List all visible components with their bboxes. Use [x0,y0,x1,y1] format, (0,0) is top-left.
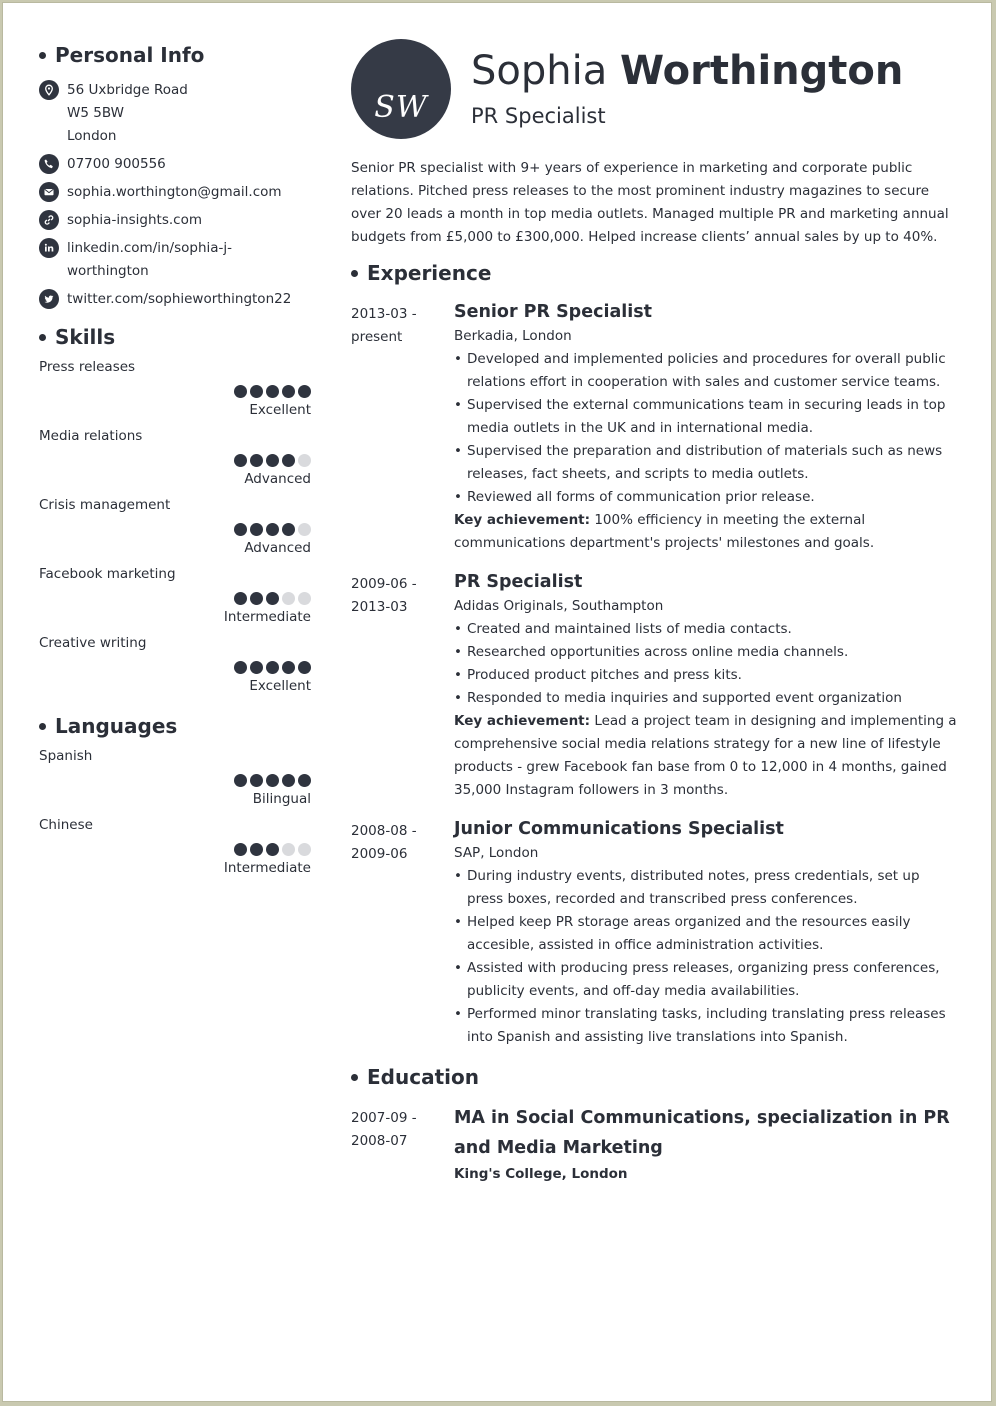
rating-dots [39,454,311,467]
rating-dot-filled [266,454,279,467]
language-item [39,746,311,809]
rating-dots [39,774,311,787]
contact-twitter [39,288,311,311]
skill-level: Advanced [244,540,311,556]
phone-icon [39,154,59,174]
rating-dot-filled [234,385,247,398]
date-start: 2013-03 - [351,306,417,322]
rating-dot-filled [234,454,247,467]
twitter-icon [39,289,59,309]
rating-dots [39,385,311,398]
rating-dot-filled [298,774,311,787]
date-end: 2008-07 [351,1133,408,1149]
rating-dot-filled [250,843,263,856]
entry-details [454,816,959,1049]
school: King's College, London [454,1166,628,1182]
date-end: present [351,329,403,345]
rating-dot-filled [250,523,263,536]
bullet-item: • During industry events, distributed notes, press credentials, set up press boxes, recorded and transcribed press conferences. [454,865,959,911]
rating-dots [39,523,311,536]
bullet-item: • Produced product pitches and press kits. [454,664,959,687]
rating-dot-filled [266,661,279,674]
link-icon [39,210,59,230]
resume-page [2,2,992,1402]
entry-details [454,569,959,802]
email-link[interactable]: sophia.worthington@gmail.com [67,184,282,200]
job-title: PR Specialist [471,104,606,128]
contact-website [39,209,311,232]
language-item [39,815,311,878]
experience-entry [351,816,959,1049]
entry-dates [351,1107,454,1186]
address-line: 56 Uxbridge Road [67,82,188,98]
rating-dot-filled [250,774,263,787]
bullet-list [454,618,959,710]
rating-dot-filled [282,774,295,787]
rating-dot-empty [298,592,311,605]
rating-dot-filled [282,454,295,467]
linkedin-link[interactable] [67,237,232,283]
skill-item [39,495,311,558]
company: Adidas Originals, Southampton [454,598,664,614]
skill-level: Excellent [249,402,311,418]
linkedin-icon [39,238,59,258]
rating-dot-filled [266,385,279,398]
rating-dot-empty [298,454,311,467]
full-name [471,45,903,97]
personal-info-heading: Personal Info [39,43,311,67]
twitter-link[interactable]: twitter.com/sophieworthington22 [67,291,292,307]
education-heading: Education [351,1065,959,1089]
bullet-item: • Assisted with producing press releases, organizing press conferences, publicity events, and off-day media availabilities. [454,957,959,1003]
skill-level: Intermediate [223,609,311,625]
key-achievement [454,509,959,555]
skill-item [39,564,311,627]
rating-dot-filled [234,843,247,856]
rating-dot-filled [266,774,279,787]
date-end: 2009-06 [351,846,408,862]
skills-heading: Skills [39,325,311,349]
rating-dot-filled [234,774,247,787]
rating-dot-filled [266,843,279,856]
rating-dot-empty [282,592,295,605]
rating-dot-filled [298,385,311,398]
last-name: Worthington [619,48,904,94]
skills-list [39,357,311,696]
date-start: 2008-08 - [351,823,417,839]
languages-heading: Languages [39,714,311,738]
language-level: Bilingual [252,791,311,807]
envelope-icon [39,182,59,202]
experience-entry [351,569,959,802]
heading-bullet [39,723,46,730]
phone-number[interactable]: 07700 900556 [67,156,166,172]
rating-dot-filled [282,523,295,536]
rating-dot-filled [250,454,263,467]
entry-dates [351,303,454,555]
role-title: PR Specialist [454,572,583,592]
contact-email [39,181,311,204]
rating-dots [39,843,311,856]
role-title: Senior PR Specialist [454,302,653,322]
bullet-item: • Responded to media inquiries and supported event organization [454,687,959,710]
summary: Senior PR specialist with 9+ years of experience in marketing and corporate public relations. Pitched press releases to the most prominent industry magazines to secure over 20 leads a month in top media outlets. Managed multiple PR and marketing annual budgets from £5,000 to £300,000. Helped increase clients’ annual sales by up to 40%. [351,160,949,245]
skill-item [39,357,311,420]
rating-dot-filled [266,592,279,605]
rating-dot-filled [250,592,263,605]
achievement-text: Lead a project team in designing and implementing a comprehensive social media relations strategy for a new line of lifestyle products - grew Facebook fan base from 0 to 12,000 in 4 months, gained 35,000 Instagram followers in 3 months. [454,713,957,798]
achievement-label: Key achievement: [454,713,591,729]
linkedin-line: linkedin.com/in/sophia-j- [67,240,233,256]
bullet-item: • Researched opportunities across online media channels. [454,641,959,664]
skill-name: Press releases [39,359,136,375]
entry-details [454,1103,959,1186]
date-start: 2007-09 - [351,1110,417,1126]
rating-dot-filled [250,385,263,398]
entry-details [454,299,959,555]
role-title: Junior Communications Specialist [454,819,784,839]
entry-dates [351,820,454,1049]
avatar-initials: SW [374,89,428,125]
rating-dot-empty [298,843,311,856]
language-name: Spanish [39,748,93,764]
rating-dot-filled [250,661,263,674]
skill-level: Excellent [249,678,311,694]
bullet-item: • Performed minor translating tasks, including translating press releases into Spanish and assisting live translations into Spanish. [454,1003,959,1049]
company: SAP, London [454,845,539,861]
website-link[interactable]: sophia-insights.com [67,212,202,228]
rating-dots [39,661,311,674]
experience-entry [351,299,959,555]
avatar [351,39,451,139]
bullet-item: • Supervised the preparation and distribution of materials such as news releases, fact sheets, and scripts to media outlets. [454,440,959,486]
bullet-item: • Developed and implemented policies and procedures for overall public relations effort in cooperation with sales and customer service teams. [454,348,959,394]
skill-item [39,426,311,489]
company: Berkadia, London [454,328,572,344]
bullet-list [454,348,959,509]
contact-phone [39,153,311,176]
skill-name: Facebook marketing [39,566,176,582]
date-start: 2009-06 - [351,576,417,592]
heading-bullet [39,52,46,59]
education-entry [351,1103,959,1186]
bullet-list [454,865,959,1049]
entry-dates [351,573,454,802]
skill-name: Creative writing [39,635,147,651]
location-pin-icon [39,80,59,100]
rating-dot-filled [298,661,311,674]
sidebar [39,43,311,878]
achievement-text: 100% efficiency in meeting the external communications department's projects' milestones and goals. [454,512,875,551]
bullet-item: • Created and maintained lists of media contacts. [454,618,959,641]
contact-linkedin [39,237,311,283]
contact-list [39,79,311,311]
skill-item [39,633,311,696]
contact-address [39,79,311,148]
achievement-label: Key achievement: [454,512,591,528]
address-line: London [67,128,117,144]
languages-list [39,746,311,878]
heading-bullet [39,334,46,341]
rating-dot-filled [266,523,279,536]
rating-dot-empty [298,523,311,536]
rating-dot-empty [282,843,295,856]
bullet-item: • Reviewed all forms of communication prior release. [454,486,959,509]
rating-dot-filled [234,661,247,674]
rating-dot-filled [282,661,295,674]
date-end: 2013-03 [351,599,408,615]
first-name: Sophia [471,48,608,94]
skill-level: Advanced [244,471,311,487]
address-line: W5 5BW [67,105,124,121]
rating-dots [39,592,311,605]
heading-bullet [351,270,358,277]
rating-dot-filled [234,592,247,605]
rating-dot-filled [234,523,247,536]
experience-section [351,261,959,1186]
experience-heading: Experience [351,261,959,285]
language-name: Chinese [39,817,93,833]
skill-name: Crisis management [39,497,171,513]
heading-bullet [351,1074,358,1081]
language-level: Intermediate [223,860,311,876]
key-achievement [454,710,959,802]
bullet-item: • Helped keep PR storage areas organized and the resources easily accesible, assisted in office administration activities. [454,911,959,957]
linkedin-line: worthington [67,263,149,279]
rating-dot-filled [282,385,295,398]
address-text [67,79,188,148]
skill-name: Media relations [39,428,143,444]
bullet-item: • Supervised the external communications team in securing leads in top media outlets in the UK and in international media. [454,394,959,440]
degree: MA in Social Communications, specialization in PR and Media Marketing [454,1108,950,1158]
